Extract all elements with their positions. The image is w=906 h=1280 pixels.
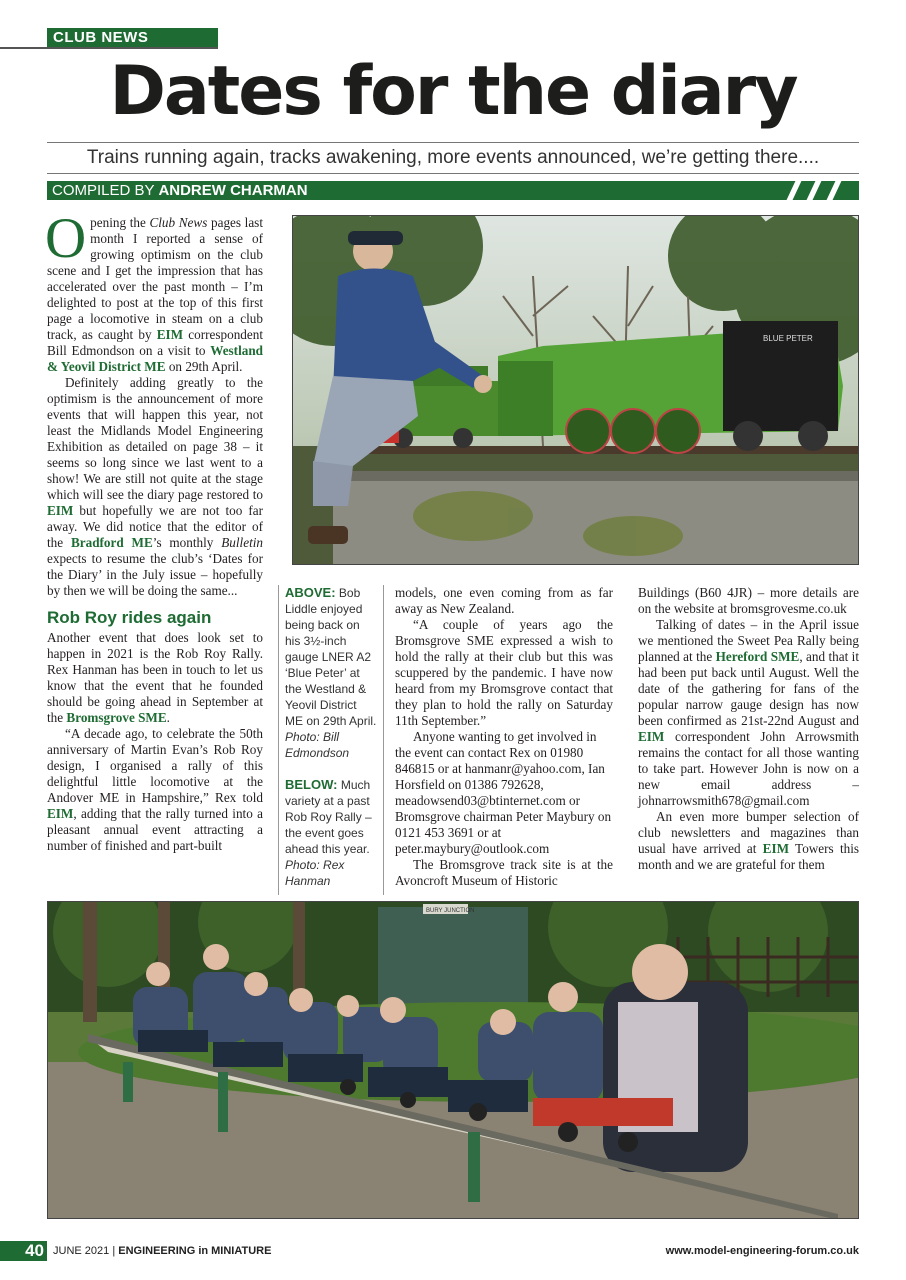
paragraph: The Bromsgrove track site is at the Avoncroft Museum of Historic [395,857,613,888]
photo-rob-roy-rally-group [47,901,859,1219]
photo-captions [285,585,377,889]
column-divider [383,585,384,895]
intro-paragraph: Opening the Club News pages last month I reported a sense of growing optimism on the club scene and I get the impression that has accelerated over the past month – I’m delighted to post at the top of this first page a locomotive in steam on a club track, as caught by EIM correspondent Bill Edmondson on a visit to Westland & Yeovil District ME on 29th April. [45,207,263,374]
headline: Dates for the diary [109,52,797,131]
paragraph: An even more bumper selection of club newsletters and magazines than usual have arrived at EIM Towers this month and we are grateful for them [638,809,860,872]
paragraph: models, one even coming from as far away as New Zealand. [395,585,613,616]
drop-cap: O [45,207,87,270]
standfirst-rule-bottom [47,173,859,174]
paragraph: Another event that does look set to happen in 2021 is the Rob Roy Rally. Rex Hanman has been in touch to let us know that the event that he founded should be going ahead in September at the Bromsgrove SME. [47,630,263,725]
loco-nameplate: BLUE PETER [763,334,813,343]
paragraph: “A decade ago, to celebrate the 50th anniversary of Martin Evan’s Rob Roy design, I organised a rally of this delightful little locomotive at the Andover ME in Hampshire,” Rex told EIM, adding that the rally turned into a pleasant annual event attracting a number of finished and part-built [47,726,263,853]
standfirst-rule-top [47,142,859,143]
crosshead: Rob Roy rides again [47,608,212,627]
caption-above: ABOVE: Bob Liddle enjoyed being back on his 3½-inch gauge LNER A2 ‘Blue Peter’ at the Westland & Yeovil District ME on 29th April. Photo: Bill Edmondson [285,585,377,760]
section-label: CLUB NEWS [47,28,218,48]
page-number: 40 [0,1241,47,1261]
article-column-4 [638,585,859,873]
byline-bar [47,181,859,200]
paragraph: “A couple of years ago the Bromsgrove SME expressed a wish to hold the rally at their club but this was scuppered by the pandemic. I have now heard from my Bromsgrove contact that they plan to hold the rally on Saturday 11th September.” [395,617,613,728]
rally-photo-illustration [48,902,859,1219]
paragraph: Definitely adding greatly to the optimism is the announcement of more events that will happen this year, not least the Midlands Model Engineering Exhibition as detailed on page 38 – it seems so long since we last went to a show! We are still not quite at the stage which will see the diary page restored to EIM but hopefully we are not too far away. We did notice that the editor of the Bradford ME’s monthly Bulletin expects to resume the club’s ‘Dates for the Diary’ in the July issue – hopefully by then we will be doing the same... [47,375,263,598]
photo-blue-peter-locomotive [292,215,859,565]
issue-info: JUNE 2021 | ENGINEERING in MINIATURE [53,1245,272,1257]
article-column-3 [395,585,613,889]
paragraph: Anyone wanting to get involved in the event can contact Rex on 01980 846815 or at hanmanr@yahoo.com, Ian Horsfield on 01386 792628, meadowsend03@btinternet.com or Bromsgrove chairman Peter Maybury on 0121 453 3691 or at peter.maybury@outlook.com [395,729,612,856]
section-rule [0,47,218,49]
page-footer [0,1241,906,1261]
standfirst: Trains running again, tracks awakening, more events announced, we’re getting there.... [86,147,820,168]
column-divider [278,585,279,895]
article-column-1 [45,207,263,854]
footer-url: www.model-engineering-forum.co.uk [665,1245,859,1257]
locomotive-photo-illustration [293,216,859,565]
paragraph: Talking of dates – in the April issue we mentioned the Sweet Pea Rally being planned at the Hereford SME, and that it had been put back until August. Well the date of the gathering for fans of the popular narrow gauge design has now been confirmed as 21st-22nd August and EIM correspondent John Arrowsmith remains the contact for all those wanting to take part. However John is now on a new email address – johnarrowsmith678@gmail.com [638,617,859,808]
decorative-stripes [779,181,859,200]
paragraph: Buildings (B60 4JR) – more details are on the website at bromsgrovesme.co.uk [638,585,859,616]
byline-prefix: COMPILED BY [52,182,155,199]
byline-author: ANDREW CHARMAN [158,182,308,199]
station-sign: BURY JUNCTION [426,908,475,914]
caption-below: BELOW: Much variety at a past Rob Roy Rally – the event goes ahead this year. Photo: Rex Hanman [285,777,372,888]
